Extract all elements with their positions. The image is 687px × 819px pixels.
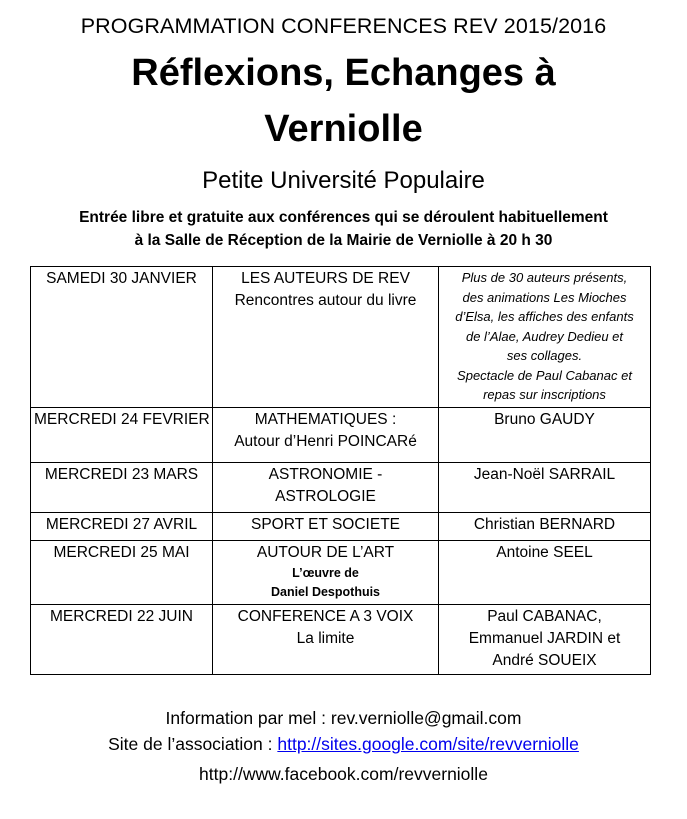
event-date: MERCREDI 27 AVRIL	[31, 512, 213, 540]
facebook-address[interactable]: http://www.facebook.com/revverniolle	[199, 764, 488, 784]
footer-site	[0, 734, 687, 755]
event-speaker: Jean-Noël SARRAIL	[439, 462, 651, 512]
table-row	[31, 407, 651, 462]
event-speaker: Bruno GAUDY	[439, 407, 651, 462]
main-title-line-1: Réflexions, Echanges à	[131, 52, 556, 94]
event-topic-detail: L’œuvre de	[292, 565, 359, 580]
table-row	[31, 604, 651, 674]
event-speaker	[439, 267, 651, 408]
event-date: SAMEDI 30 JANVIER	[31, 267, 213, 408]
event-topic-detail: Daniel Despothuis	[270, 584, 381, 599]
table-row	[31, 267, 651, 408]
event-topic: CONFERENCE A 3 VOIX La limite	[213, 604, 439, 674]
event-speaker: Paul CABANAC, Emmanuel JARDIN et André SOUEIX	[439, 604, 651, 674]
table-row	[31, 540, 651, 604]
program-table	[30, 266, 651, 675]
event-topic: AUTOUR DE L’ART L’œuvre de Daniel Despothuis	[213, 540, 439, 604]
event-speaker: Christian BERNARD	[439, 512, 651, 540]
footer-mail	[0, 708, 687, 729]
event-topic: MATHEMATIQUES : Autour d’Henri POINCARé	[213, 407, 439, 462]
event-date: MERCREDI 22 JUIN	[31, 604, 213, 674]
event-date: MERCREDI 25 MAI	[31, 540, 213, 604]
intro-line-1: Entrée libre et gratuite aux conférences qui se déroulent habituellement	[79, 209, 608, 226]
mail-address[interactable]: rev.verniolle@gmail.com	[330, 708, 522, 728]
intro-line-2: à la Salle de Réception de la Mairie de Verniolle à 20 h 30	[134, 232, 553, 249]
event-date: MERCREDI 24 FEVRIER	[31, 407, 213, 462]
event-topic: ASTRONOMIE - ASTROLOGIE	[213, 462, 439, 512]
event-date: MERCREDI 23 MARS	[31, 462, 213, 512]
event-topic: SPORT ET SOCIETE	[213, 512, 439, 540]
event-speaker: Antoine SEEL	[439, 540, 651, 604]
program-title: PROGRAMMATION CONFERENCES REV 2015/2016	[80, 14, 607, 38]
table-row	[31, 462, 651, 512]
subtitle: Petite Université Populaire	[202, 167, 485, 194]
event-description: Plus de 30 auteurs présents, des animations Les Mioches d’Elsa, les affiches des enfants de l’Alae, Audrey Dedieu et ses collages. Spectacle de Paul Cabanac et repas sur inscriptions	[455, 270, 634, 402]
site-link[interactable]: http://sites.google.com/site/revverniolle	[277, 734, 579, 754]
table-row	[31, 512, 651, 540]
site-label: Site de l’association :	[108, 734, 278, 754]
main-title-line-2: Verniolle	[264, 108, 423, 150]
mail-label: Information par mel :	[165, 708, 331, 728]
event-topic: LES AUTEURS DE REV Rencontres autour du livre	[213, 267, 439, 408]
